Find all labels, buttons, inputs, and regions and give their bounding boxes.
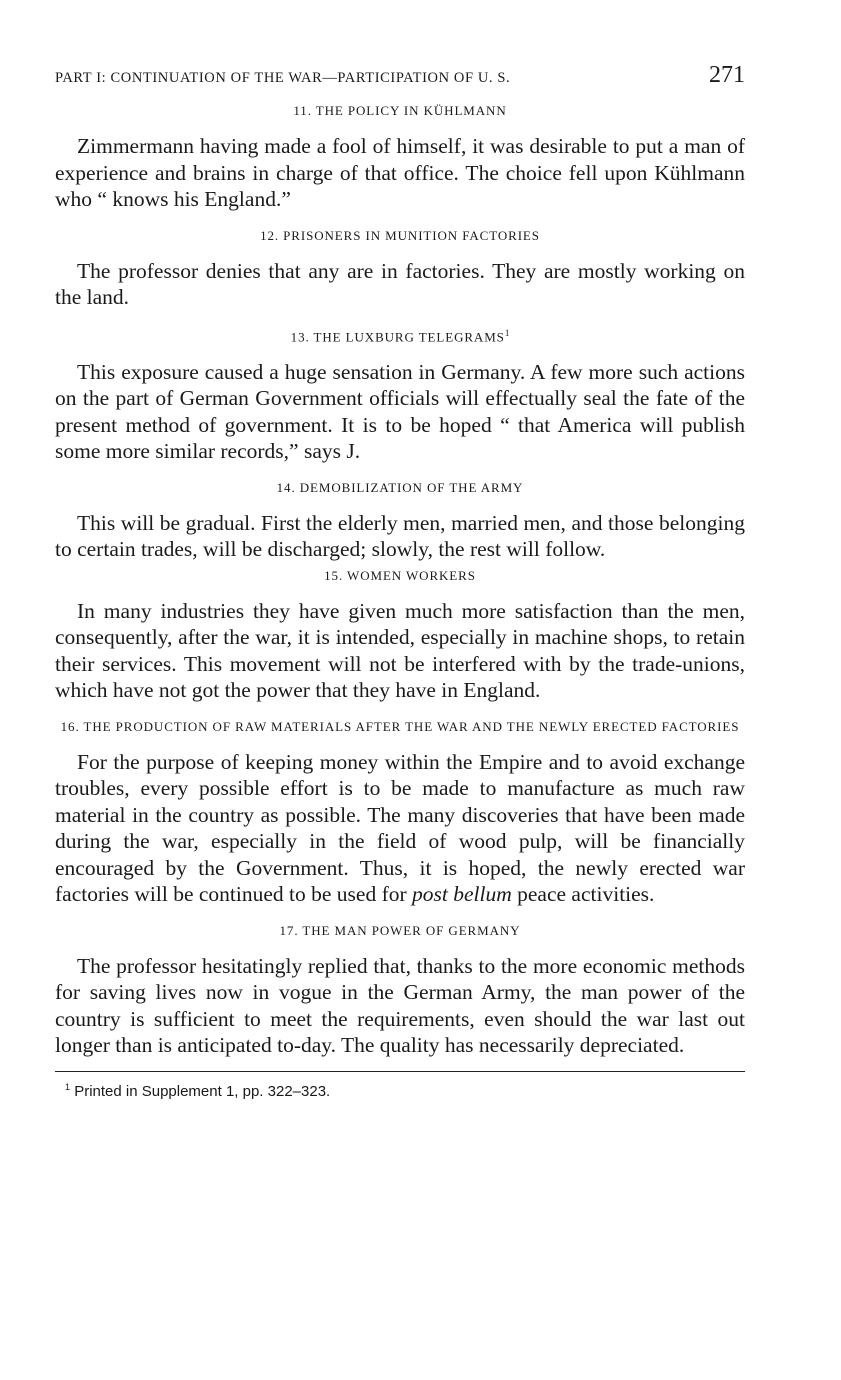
section-heading-17: 17. THE MAN POWER OF GERMANY — [279, 922, 521, 938]
section-heading-12: 12. PRISONERS IN MUNITION FACTORIES — [260, 227, 540, 243]
footnote-marker: 1 — [65, 1081, 71, 1092]
footnote — [55, 1082, 745, 1100]
section-heading-15: 15. WOMEN WORKERS — [324, 567, 476, 583]
section-heading-11: 11. THE POLICY IN KÜHLMANN — [293, 103, 507, 118]
page-number: 271 — [709, 62, 745, 88]
section-paragraph-16 — [55, 749, 745, 908]
footnote-reference: 1 — [504, 327, 510, 338]
section-paragraph-11: Zimmermann having made a fool of himself, it was desirable to put a man of experience and brains in charge of that office. The choice fell upon Kühlmann who “ knows his England.” — [55, 134, 745, 211]
page — [55, 62, 745, 1100]
section-heading-14: 14. DEMOBILIZATION OF THE ARMY — [276, 479, 524, 495]
running-head — [55, 62, 745, 98]
section-heading-13-text: 13. THE LUXBURG TELEGRAMS — [290, 328, 505, 344]
section-paragraph-16-text: For the purpose of keeping money within the Empire and to avoid exchange troubles, every possible effort is to be made to manufacture as much raw material in the country as possible. The many discoveries that have been made during the war, especially in the field of wood pulp, will be financially encouraged by the Government. Thus, it is hoped, the newly erected war factories will be continued to be used for — [55, 749, 745, 907]
section-paragraph-15: In many industries they have given much more satisfaction than the men, consequently, after the war, it is intended, especially in machine shops, to retain their services. This movement will not be interfered with by the trade-unions, which have not got the power that they have in England. — [55, 598, 745, 703]
running-head-title: PART I: CONTINUATION OF THE WAR—PARTICIPATION OF U. S. — [55, 70, 511, 86]
section-paragraph-14: This will be gradual. First the elderly men, married men, and those belonging to certain trades, will be discharged; slowly, the rest will follow. — [55, 510, 745, 562]
section-heading-13 — [55, 325, 745, 345]
section-paragraph-16-end: peace activities. — [511, 882, 655, 907]
latin-phrase: post bellum — [412, 882, 512, 907]
footnote-text: Printed in Supplement 1, pp. 322–323. — [74, 1082, 331, 1100]
section-paragraph-13: This exposure caused a huge sensation in Germany. A few more such actions on the part of German Government officials will effectually seal the fate of the present method of government. It is to be hoped “ that America will publish some more similar records,” says J. — [55, 359, 745, 464]
section-paragraph-17: The professor hesitatingly replied that, thanks to the more economic methods for saving lives now in vogue in the German Army, the man power of the country is sufficient to meet the requirements, even should the war last out longer than is anticipated to-day. The quality has necessarily depreciated. — [55, 953, 745, 1058]
section-heading-16: 16. THE PRODUCTION OF RAW MATERIALS AFTER THE WAR AND THE NEWLY ERECTED FACTORIES — [60, 718, 740, 734]
section-paragraph-12: The professor denies that any are in factories. They are mostly working on the land. — [55, 258, 745, 309]
footnote-divider — [55, 1071, 745, 1072]
